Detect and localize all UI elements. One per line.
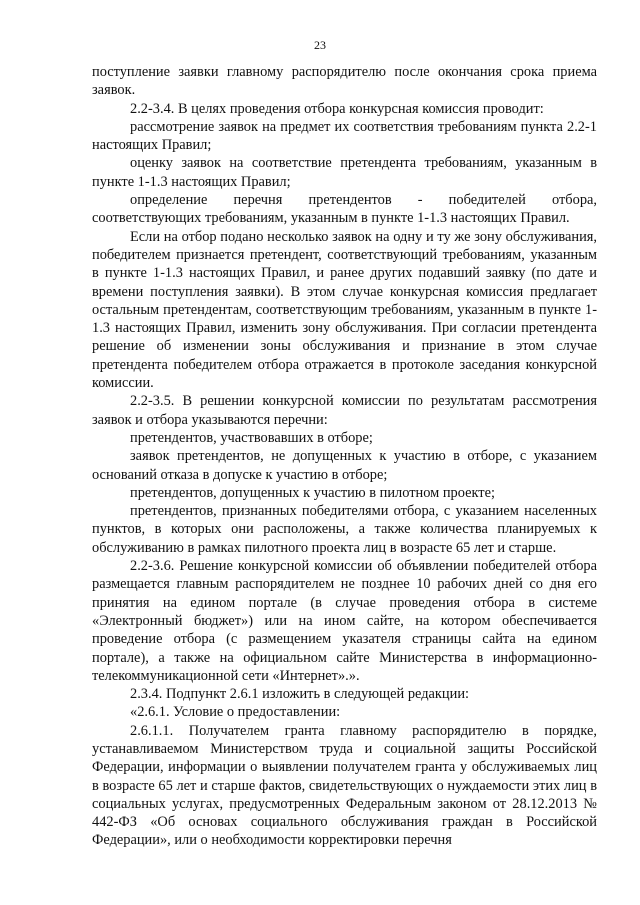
paragraph-2-6-1-heading: «2.6.1. Условие о предоставлении: [130, 704, 341, 721]
paragraph-determine-winners: определение перечня претендентов - победителей отбора, соответствующих требованиям, указанным в пункте 1-1.3 настоящих Правил. [92, 192, 597, 227]
paragraph-multiple-applications: Если на отбор подано несколько заявок на одну и ту же зону обслуживания, победителем признается претендент, соответствующий требованиям, указанным в пункте 1-1.3 настоящих Правил, и ранее других подавший заявку (по дате и времени поступления заявки). В этом случае конкурсная комиссия предлагает остальным претендентам, соответствующим требованиям, указанным в пункте 1-1.3 настоящих Правил, изменить зону обслуживания. При согласии претендента решение об изменении зоны обслуживания и признание в этом случае претендента победителем отбора отражается в протоколе заседания конкурсной комиссии. [92, 228, 597, 392]
paragraph-2-2-3-4-heading: 2.2-3.4. В целях проведения отбора конкурсная комиссия проводит: [130, 100, 544, 117]
paragraph-continuation: поступление заявки главному распорядителю после окончания срока приема заявок. [92, 64, 597, 99]
paragraph-2-2-3-5-heading: 2.2-3.5. В решении конкурсной комиссии по результатам рассмотрения заявок и отбора указываются перечни: [92, 393, 597, 428]
paragraph-2-2-3-6: 2.2-3.6. Решение конкурсной комиссии об объявлении победителей отбора размещается главным распорядителем не позднее 10 рабочих дней со дня его принятия на едином портале (в случае проведения отбора в системе «Электронный бюджет») или на ином сайте, на котором обеспечивается проведение отбора (с размещением указателя страницы сайта на едином портале), а также на официальном сайте Министерства в информационно-телекоммуникационной сети «Интернет».». [92, 558, 597, 684]
paragraph-evaluate-applications: оценку заявок на соответствие претендента требованиям, указанным в пункте 1-1.3 настоящих Правил; [92, 155, 597, 190]
paragraph-2-3-4: 2.3.4. Подпункт 2.6.1 изложить в следующей редакции: [130, 686, 470, 703]
paragraph-list-winners: претендентов, признанных победителями отбора, с указанием населенных пунктов, в которых они расположены, а также количества планируемых к обслуживанию в рамках пилотного проекта лиц в возрасте 65 лет и старше. [92, 503, 597, 556]
document-body [92, 63, 597, 850]
paragraph-list-rejected: заявок претендентов, не допущенных к участию в отборе, с указанием оснований отказа в допуске к участию в отборе; [92, 448, 597, 483]
page-number: 23 [314, 38, 326, 52]
paragraph-2-6-1-1: 2.6.1.1. Получателем гранта главному распорядителю в порядке, устанавливаемом Министерством труда и социальной защиты Российской Федерации, информации о выявлении получателем гранта у обслуживаемых лиц в возрасте 65 лет и старше фактов, свидетельствующих о нуждаемости этих лиц в социальных услугах, предусмотренных Федеральным законом от 28.12.2013 № 442-ФЗ «Об основах социального обслуживания граждан в Российской Федерации», или о необходимости корректировки перечня [92, 722, 597, 849]
paragraph-review-applications: рассмотрение заявок на предмет их соответствия требованиям пункта 2.2-1 настоящих Правил; [92, 118, 597, 154]
paragraph-list-participants: претендентов, участвовавших в отборе; [130, 429, 373, 446]
paragraph-list-admitted: претендентов, допущенных к участию в пилотном проекте; [130, 484, 495, 501]
